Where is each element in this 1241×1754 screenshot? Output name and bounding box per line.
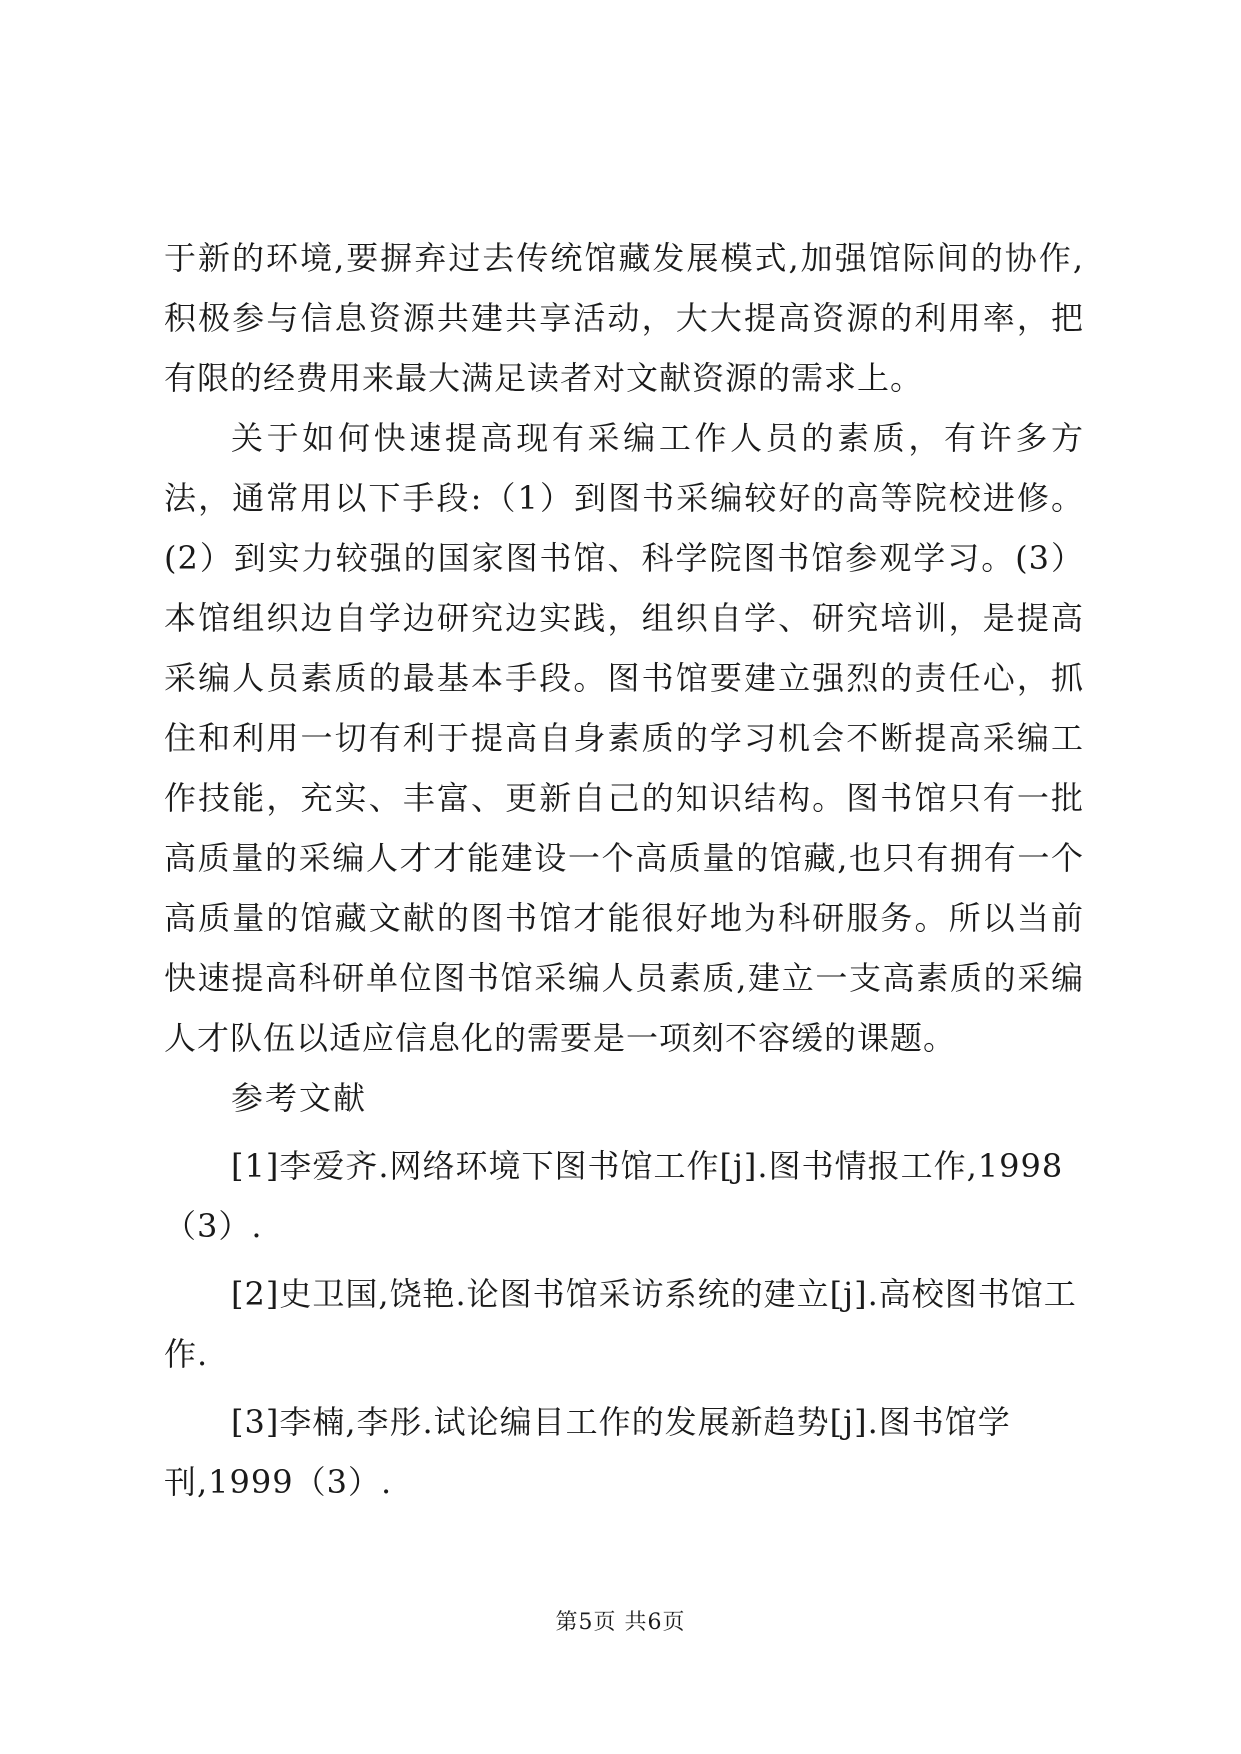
- references-heading: 参考文献: [231, 1079, 368, 1117]
- body-paragraph-training-methods: 关于如何快速提高现有采编工作人员的素质，有许多方法，通常用以下手段:（1）到图书采编较好的高等院校进修。(2）到实力较强的国家图书馆、科学院图书馆参观学习。(3）本馆组织边自学边研究边实践，组织自学、研究培训，是提高采编人员素质的最基本手段。图书馆要建立强烈的责任心，抓住和利用一切有利于提高自身素质的学习机会不断提高采编工作技能，充实、丰富、更新自己的知识结构。图书馆只有一批高质量的采编人才才能建设一个高质量的馆藏,也只有拥有一个高质量的馆藏文献的图书馆才能很好地为科研服务。所以当前快速提高科研单位图书馆采编人员素质,建立一支高素质的采编人才队伍以适应信息化的需要是一项刻不容缓的课题。: [164, 419, 1084, 1057]
- document-content: [164, 228, 1084, 1512]
- reference-item-1: [1]李爱齐.网络环境下图书馆工作[j].图书情报工作,1998（3）.: [164, 1147, 1064, 1245]
- reference-item-2: [2]史卫国,饶艳.论图书馆采访系统的建立[j].高校图书馆工作.: [164, 1275, 1077, 1373]
- reference-item-3: [3]李楠,李彤.试论编目工作的发展新趋势[j].图书馆学刊,1999（3）.: [164, 1403, 1011, 1501]
- body-paragraph-continued: 于新的环境,要摒弃过去传统馆藏发展模式,加强馆际间的协作,积极参与信息资源共建共享活动，大大提高资源的利用率，把有限的经费用来最大满足读者对文献资源的需求上。: [164, 239, 1084, 397]
- page-footer: 第5页 共6页: [555, 1610, 686, 1635]
